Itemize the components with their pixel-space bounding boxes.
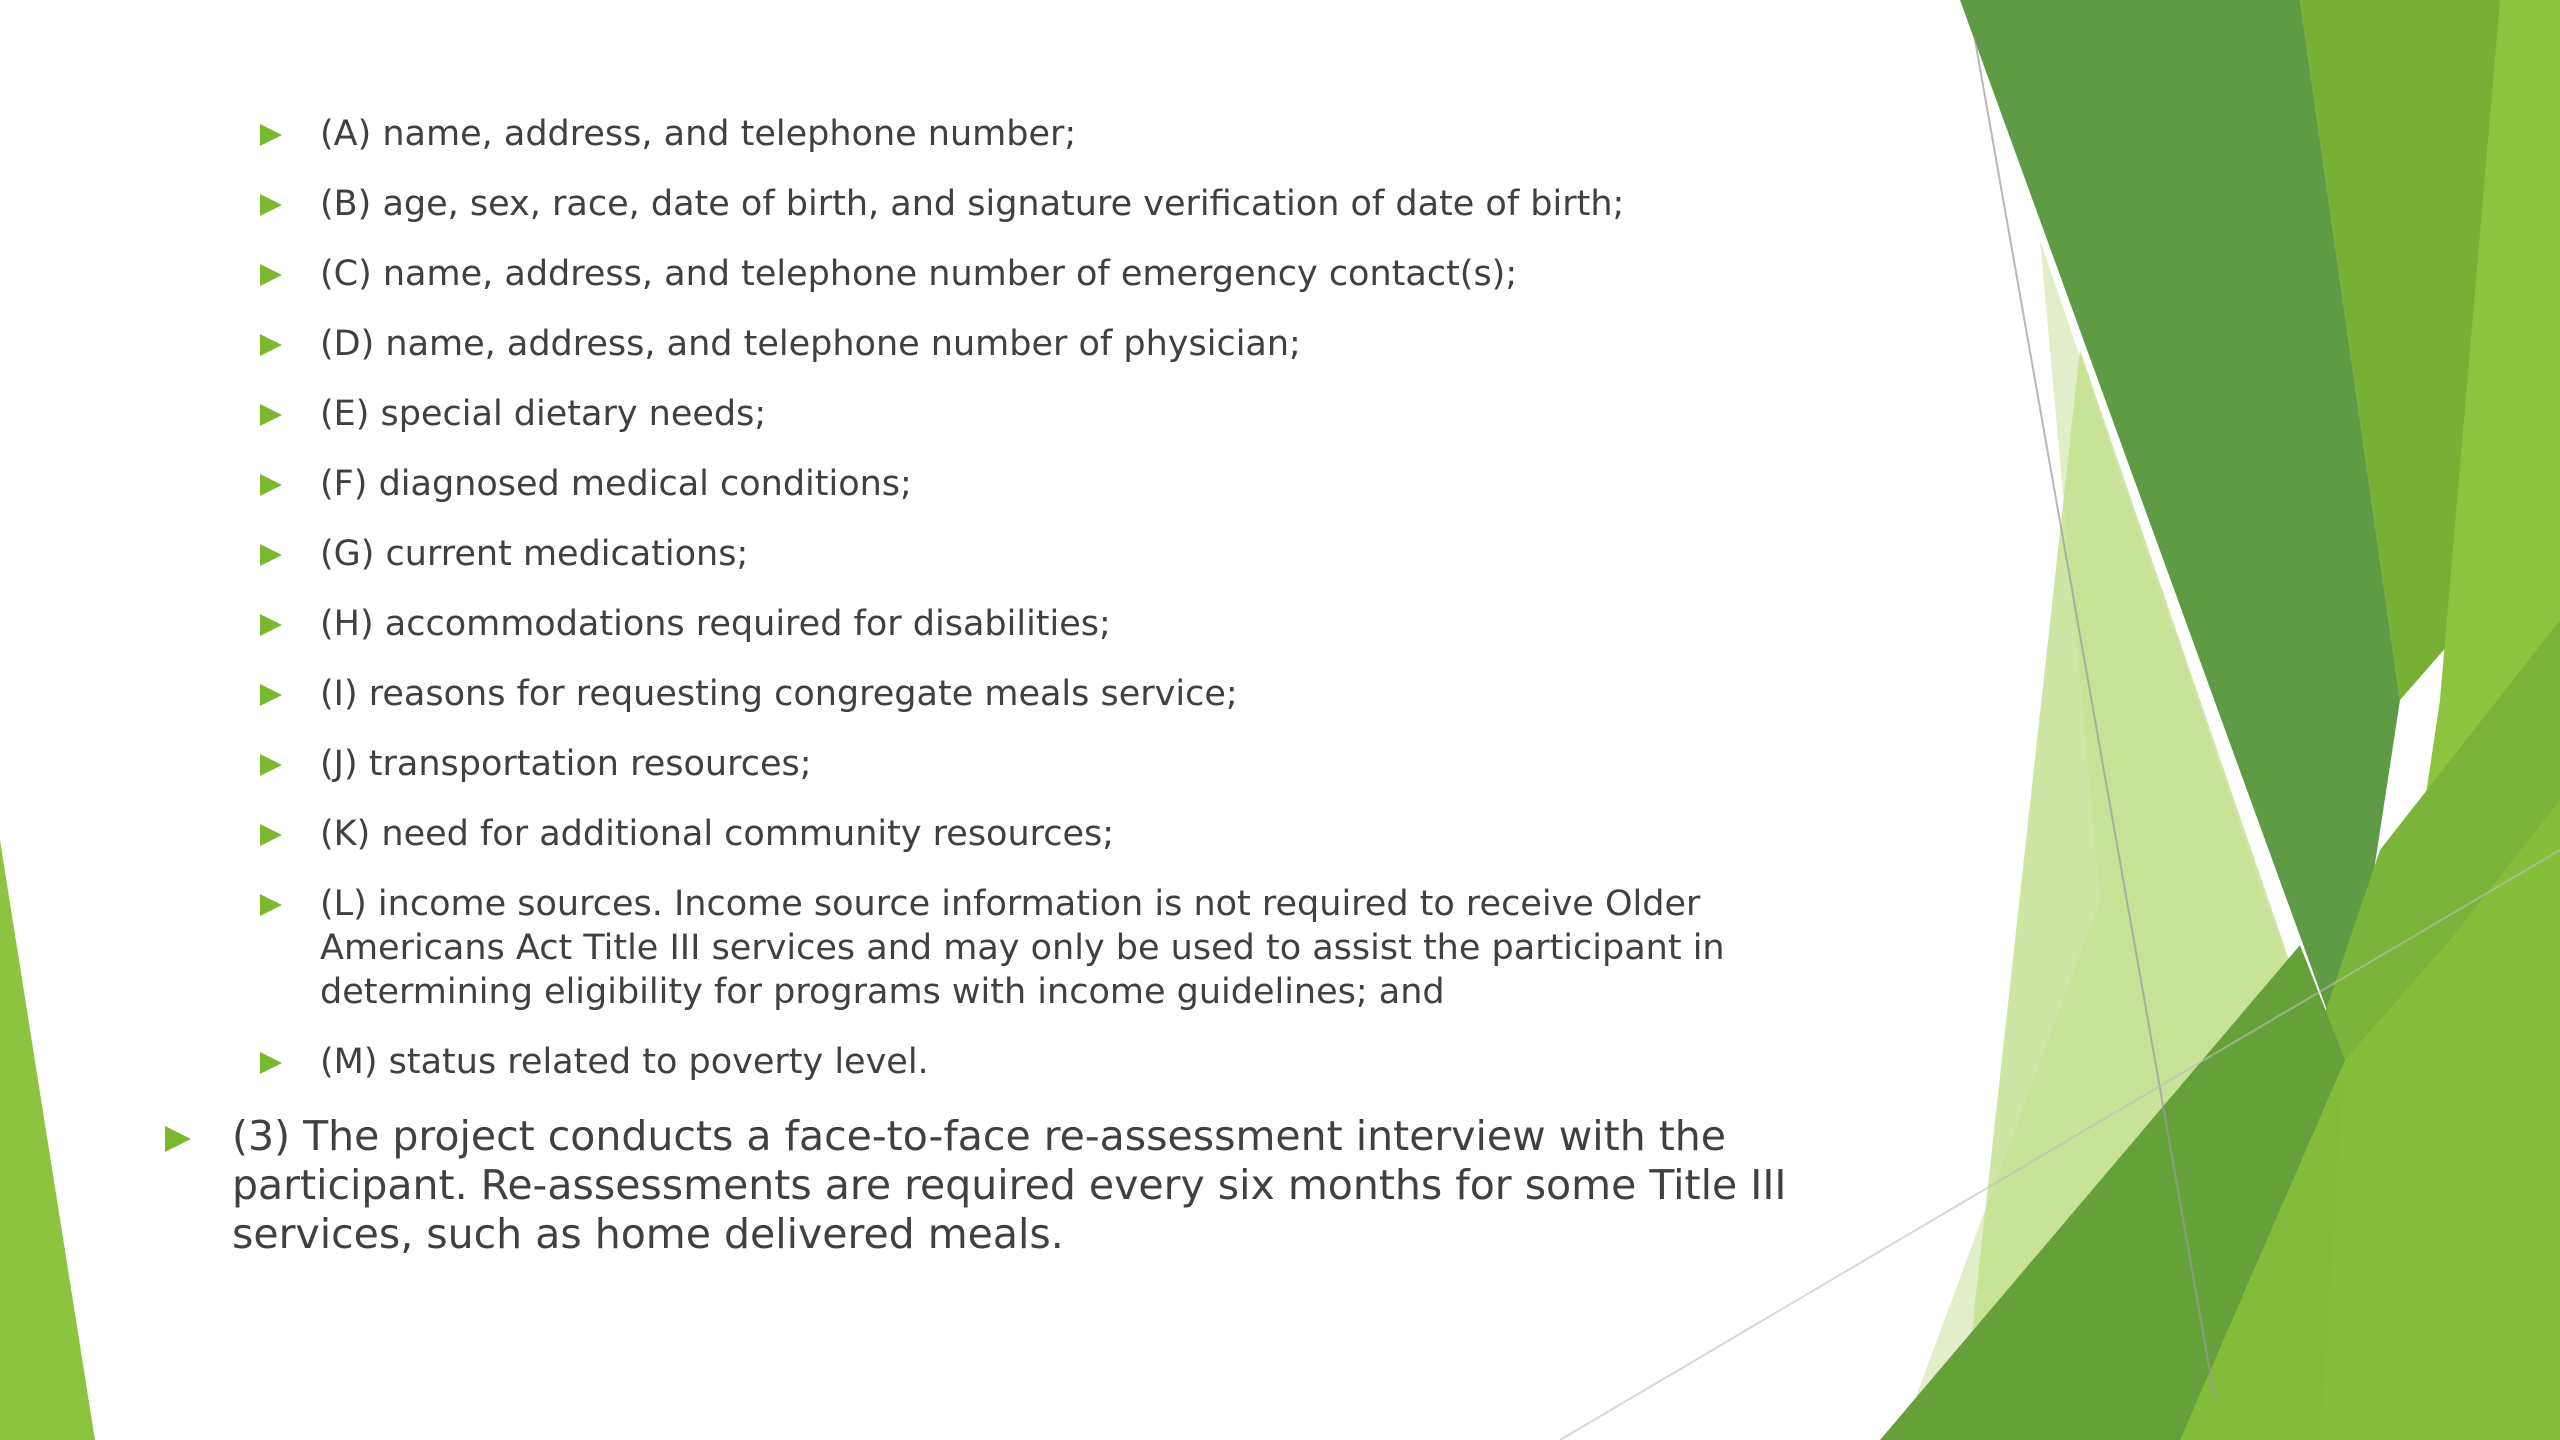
bullet-arrow-icon (260, 194, 282, 216)
sub-bullet-item (250, 462, 1810, 506)
main-bullet-text: (3) The project conducts a face-to-face re-assessment interview with the participant. Re-assessments are required every six months for some Title III services, such as home delivered meals. (232, 1112, 1787, 1258)
main-bullet-item (160, 1112, 1840, 1259)
sub-bullet-text: (H) accommodations required for disabilities; (320, 604, 1111, 644)
bullet-arrow-icon (260, 754, 282, 776)
sub-bullet-text: (K) need for additional community resources; (320, 814, 1115, 854)
bullet-arrow-icon (260, 1052, 282, 1074)
sub-bullet-text: (L) income sources. Income source information is not required to receive Older Americans Act Title III services and may only be used to assist the participant in determining eligibility for programs with income guidelines; and (320, 884, 1725, 1012)
sub-bullet-item (250, 532, 1810, 576)
sub-bullet-item (250, 182, 1810, 226)
bullet-arrow-icon (260, 474, 282, 496)
sub-bullet-item (250, 322, 1810, 366)
sub-bullet-item (250, 252, 1810, 296)
sub-bullet-item (250, 812, 1810, 856)
bullet-arrow-icon (260, 124, 282, 146)
main-bullet-list (160, 1112, 1840, 1259)
bullet-arrow-icon (260, 824, 282, 846)
sub-bullet-item (250, 882, 1810, 1014)
sub-bullet-item (250, 602, 1810, 646)
sub-bullet-text: (D) name, address, and telephone number of physician; (320, 324, 1301, 364)
sub-bullet-text: (G) current medications; (320, 534, 749, 574)
sub-bullet-item (250, 742, 1810, 786)
bullet-arrow-icon (165, 1126, 191, 1152)
bullet-arrow-icon (260, 404, 282, 426)
bullet-arrow-icon (260, 684, 282, 706)
bullet-arrow-icon (260, 264, 282, 286)
sub-bullet-text: (F) diagnosed medical conditions; (320, 464, 912, 504)
bullet-arrow-icon (260, 894, 282, 916)
sub-bullet-text: (B) age, sex, race, date of birth, and signature verification of date of birth; (320, 184, 1625, 224)
sub-bullet-item (250, 672, 1810, 716)
sub-bullet-item (250, 392, 1810, 436)
bullet-arrow-icon (260, 334, 282, 356)
bullet-arrow-icon (260, 544, 282, 566)
sub-bullet-text: (C) name, address, and telephone number of emergency contact(s); (320, 254, 1518, 294)
sub-bullet-text: (E) special dietary needs; (320, 394, 767, 434)
sub-bullet-item (250, 112, 1810, 156)
sub-bullet-text: (A) name, address, and telephone number; (320, 114, 1077, 154)
bullet-arrow-icon (260, 614, 282, 636)
sub-bullet-text: (I) reasons for requesting congregate meals service; (320, 674, 1238, 714)
sub-bullet-item (250, 1040, 1810, 1084)
sub-bullet-text: (M) status related to poverty level. (320, 1042, 929, 1082)
left-green-wedge (0, 840, 95, 1440)
sub-bullet-text: (J) transportation resources; (320, 744, 812, 784)
sub-bullet-list (250, 112, 1810, 1110)
